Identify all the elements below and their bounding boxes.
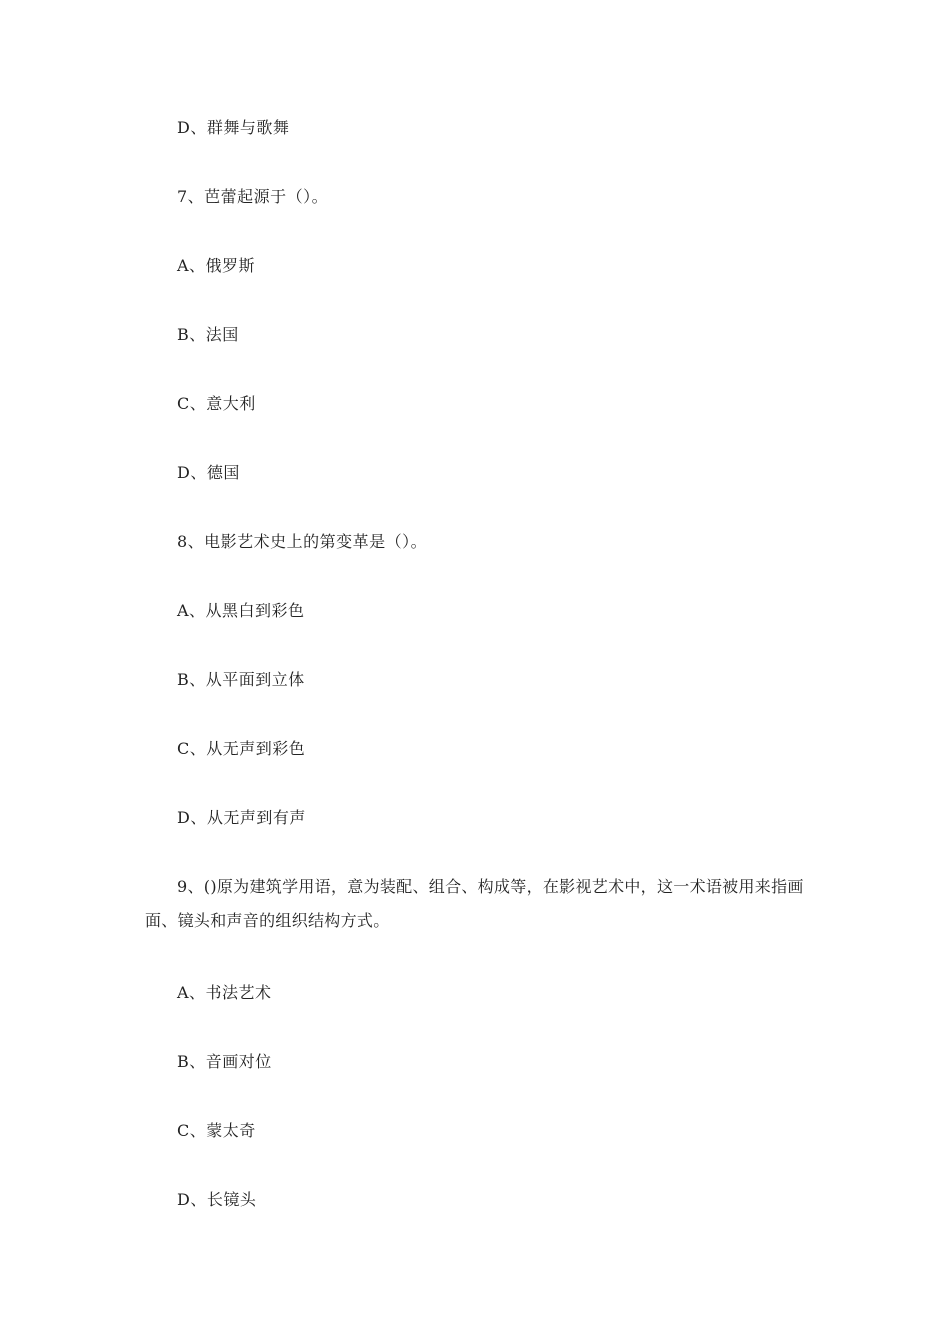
option-8-a: A、从黑白到彩色 — [177, 601, 305, 620]
option-7-d: D、德国 — [177, 463, 240, 482]
option-9-b: B、音画对位 — [177, 1052, 272, 1071]
option-7-a: A、俄罗斯 — [177, 256, 256, 275]
option-7-c: C、意大利 — [177, 394, 256, 413]
option-8-d: D、从无声到有声 — [177, 808, 306, 827]
question-9: 9、()原为建筑学用语，意为装配、组合、构成等，在影视艺术中，这一术语被用来指画面、镜头和声音的组织结构方式。 — [145, 877, 804, 930]
question-8: 8、电影艺术史上的第变革是（）。 — [177, 532, 428, 551]
question-7: 7、芭蕾起源于（）。 — [177, 187, 329, 206]
option-7-b: B、法国 — [177, 325, 239, 344]
option-8-c: C、从无声到彩色 — [177, 739, 306, 758]
option-9-a: A、书法艺术 — [177, 983, 272, 1002]
option-9-c: C、蒙太奇 — [177, 1121, 256, 1140]
option-9-d: D、长镜头 — [177, 1190, 257, 1209]
option-8-b: B、从平面到立体 — [177, 670, 305, 689]
option-6-d: D、群舞与歌舞 — [177, 118, 290, 137]
